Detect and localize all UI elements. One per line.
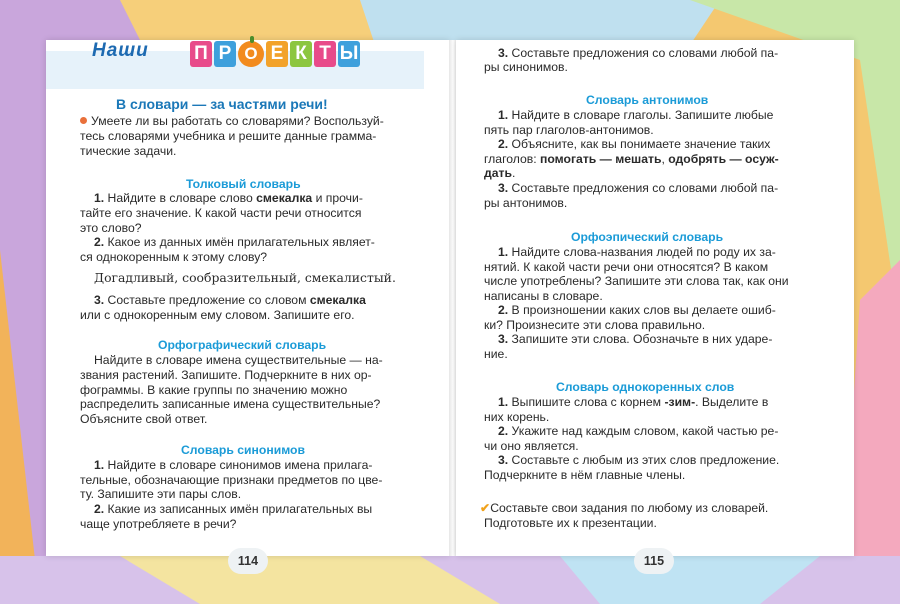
task-line: 2. Объясните, как вы понимаете значение таких: [498, 137, 771, 151]
task-line: распределить записанные имена существительные?: [80, 397, 381, 411]
bullet-dot-icon: [80, 117, 87, 124]
letter-tile: Т: [314, 41, 336, 67]
section-heading-tolkovy: Толковый словарь: [186, 177, 301, 191]
task-line: 1. Найдите в словаре слово смекалка и прочи-: [94, 191, 363, 205]
task-line: тайте его значение. К какой части речи относится: [80, 206, 362, 220]
task-line: ту. Запишите эти пары слов.: [80, 487, 242, 501]
intro-line: тесь словарями учебника и решите данные грамма-: [80, 129, 377, 143]
task-line: чаще употребляете в речи?: [80, 517, 237, 531]
task-line: ры синонимов.: [484, 60, 568, 74]
task-line: 3. Составьте с любым из этих слов предложение.: [498, 453, 780, 467]
task-line: нятий. К какой части речи они относятся? В каком: [484, 260, 769, 274]
task-line: 2. Какое из данных имён прилагательных являет-: [94, 235, 375, 249]
task-line: 1. Найдите в словаре синонимов имена прилага-: [94, 458, 373, 472]
project-title: [190, 41, 360, 67]
task-line: фограммы. В какие группы по значению можно: [80, 383, 348, 397]
section-heading-sinonimov: Словарь синонимов: [181, 443, 305, 457]
series-word: Наши: [92, 40, 149, 61]
task-line: 1. Найдите в словаре глаголы. Запишите любые: [498, 108, 774, 122]
task-line: 3. Составьте предложения со словами любой па-: [498, 181, 779, 195]
task-line: 3. Составьте предложения со словами любой па-: [498, 46, 779, 60]
task-line: ние.: [484, 347, 508, 361]
letter-tile: Ы: [338, 41, 360, 67]
task-line: них корень.: [484, 410, 550, 424]
section-heading-orfografichesky: Орфографический словарь: [158, 338, 327, 352]
task-line: 2. Какие из записанных имён прилагательных вы: [94, 502, 373, 516]
word-list: Догадливый, сообразительный, смекалистый.: [94, 270, 396, 285]
task-line: дать.: [484, 166, 516, 180]
task-line: Подчеркните в нём главные члены.: [484, 468, 686, 482]
final-task-line: Подготовьте их к презентации.: [484, 516, 657, 530]
right-page: [456, 40, 854, 568]
task-line: это слово?: [80, 221, 142, 235]
letter-tile: Р: [214, 41, 236, 67]
section-heading-orfoepichesky: Орфоэпический словарь: [571, 230, 724, 244]
letter-tile: К: [290, 41, 312, 67]
task-line: 3. Составьте предложение со словом смекалка: [94, 293, 366, 307]
page-number: 114: [228, 548, 268, 574]
apple-letter-tile: О: [238, 41, 264, 67]
task-line: ры антонимов.: [484, 196, 568, 210]
left-page: [46, 40, 450, 568]
section-heading-odnokorennykh: Словарь однокоренных слов: [556, 380, 735, 394]
task-line: Объясните свой ответ.: [80, 412, 208, 426]
section-heading-antonimov: Словарь антонимов: [586, 93, 709, 107]
task-line: чи оно является.: [484, 439, 579, 453]
task-line: глаголов: помогать — мешать, одобрять — осуж-: [484, 152, 779, 166]
intro-line: тические задачи.: [80, 144, 177, 158]
task-line: звания растений. Запишите. Подчеркните в них ор-: [80, 368, 372, 382]
task-line: Найдите в словаре имена существительные — на-: [94, 353, 383, 367]
page-title: В словари — за частями речи!: [116, 96, 328, 112]
task-line: 1. Найдите слова-названия людей по роду их за-: [498, 245, 776, 259]
letter-tile: Е: [266, 41, 288, 67]
task-line: тельные, обозначающие признаки предметов по цве-: [80, 473, 383, 487]
task-line: 3. Запишите эти слова. Обозначьте в них ударе-: [498, 332, 773, 346]
intro-line: Умеете ли вы работать со словарями? Воспользуй-: [80, 114, 384, 129]
task-line: 1. Выпишите слова с корнем -зим-. Выделите в: [498, 395, 769, 409]
task-line: 2. В произношении каких слов вы делаете ошиб-: [498, 303, 776, 317]
final-task-line: ✔Составьте свои задания по любому из словарей.: [480, 501, 769, 515]
task-line: 2. Укажите над каждым словом, какой частью ре-: [498, 424, 779, 438]
checkmark-icon: ✔: [480, 501, 491, 515]
task-line: числе употреблены? Запишите эти слова так, как они: [484, 274, 789, 288]
task-line: пять пар глаголов-антонимов.: [484, 123, 654, 137]
task-line: ки? Произнесите эти слова правильно.: [484, 318, 706, 332]
page-number: 115: [634, 548, 674, 574]
task-line: или с однокоренным ему словом. Запишите его.: [80, 308, 355, 322]
task-line: ся однокоренным к этому слову?: [80, 250, 268, 264]
letter-tile: П: [190, 41, 212, 67]
task-line: написаны в словаре.: [484, 289, 603, 303]
